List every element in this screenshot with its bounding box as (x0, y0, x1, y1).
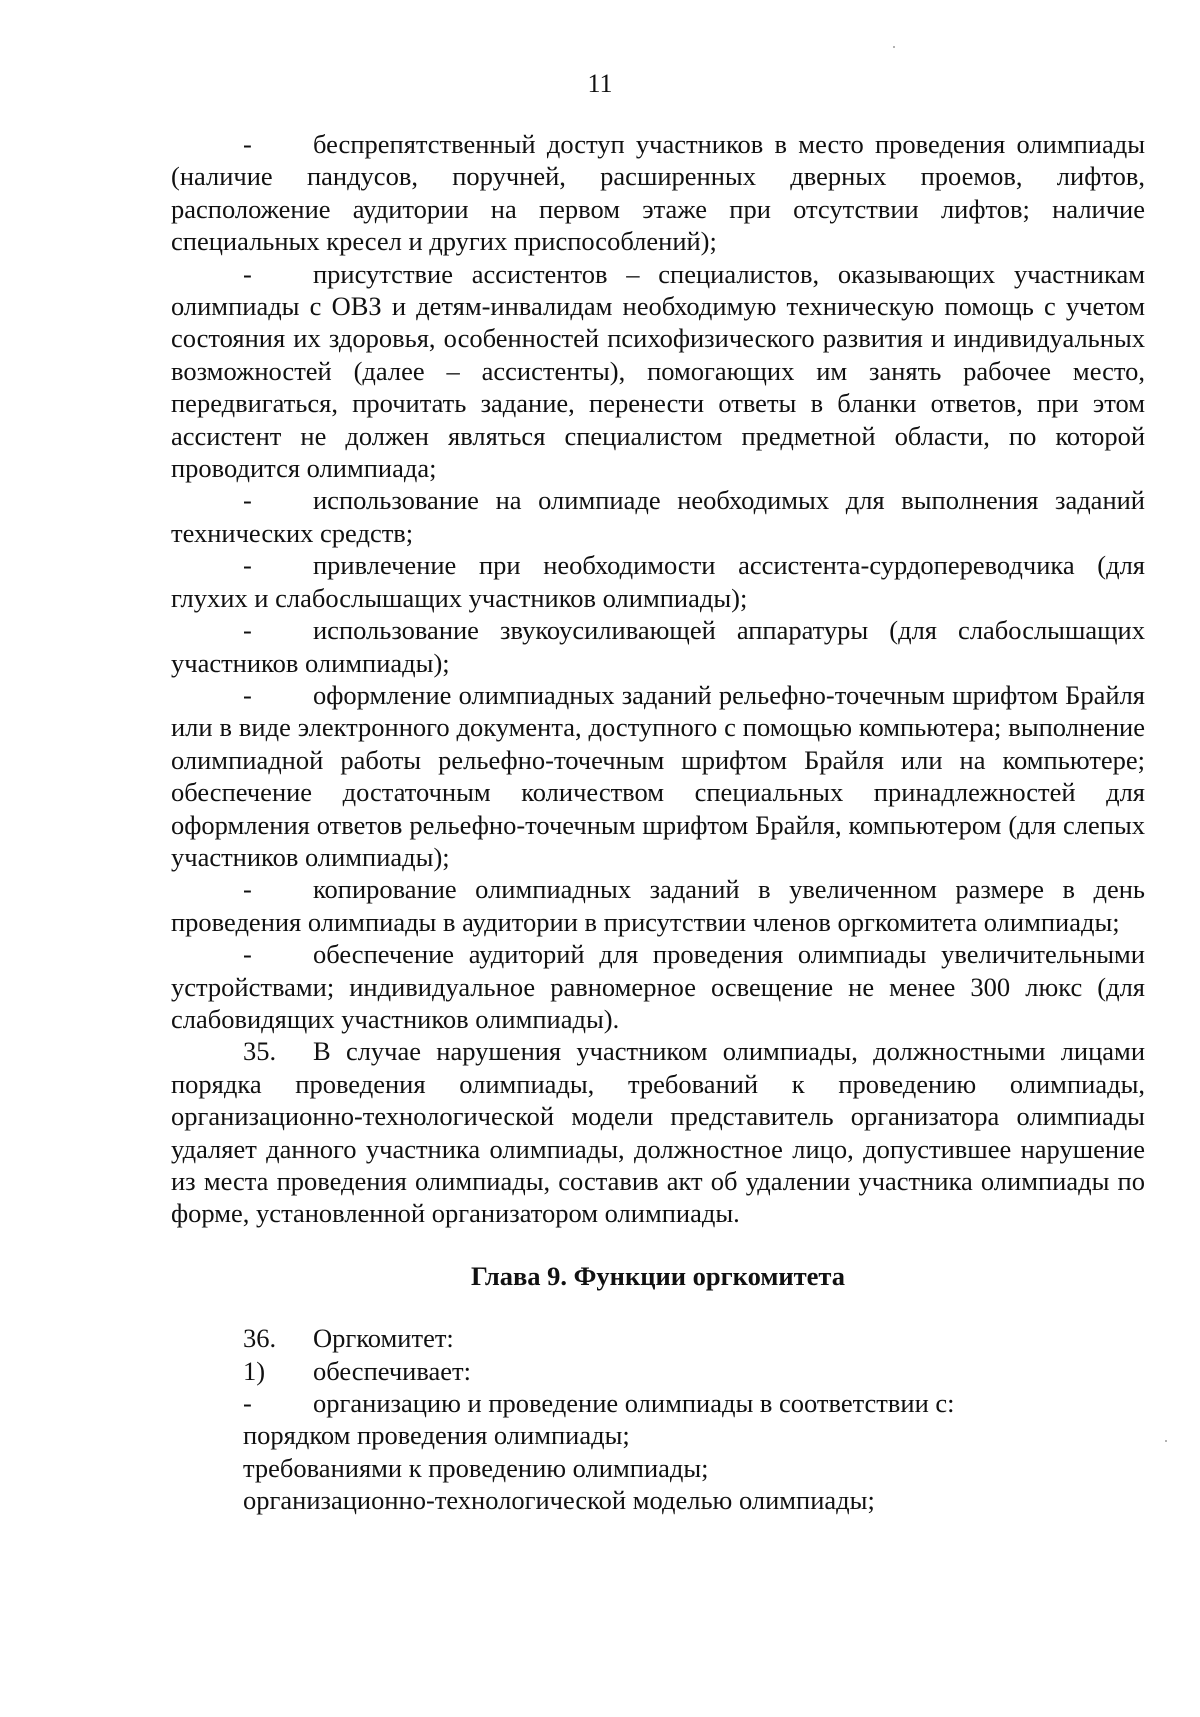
list-item-text: привлечение при необходимости ассистента-сурдопереводчика (для глухих и слабослышащих участников олимпиады); (171, 550, 1145, 613)
document-body (171, 128, 1145, 1517)
page-number: 11 (587, 69, 613, 98)
sub-bullet (171, 1387, 1145, 1419)
sub-list-line: порядком проведения олимпиады; (243, 1420, 630, 1451)
scan-speck (893, 46, 895, 48)
bullet-dash: - (243, 129, 252, 159)
bullet-dash: - (243, 258, 252, 289)
paragraph-35 (171, 1035, 1145, 1229)
list-item-text: обеспечение аудиторий для проведения олимпиады увеличительными устройствами; индивидуальное равномерное освещение не менее 300 люкс (для слабовидящих участников олимпиады). (171, 939, 1145, 1034)
paragraph-text: В случае нарушения участником олимпиады, должностными лицами порядка проведения олимпиады, требований к проведению олимпиады, организационно-технологической модели представитель организатора олимпиады удаляет данного участника олимпиады, должностное лицо, допустившее нарушение из места проведения олимпиады, составив акт об удалении участника олимпиады по форме, установленной организатором олимпиады. (171, 1036, 1145, 1229)
scan-speck (1165, 1440, 1167, 1442)
paragraph-number: 36. (243, 1323, 277, 1354)
list-item (171, 614, 1145, 679)
paragraph-number: 35. (243, 1036, 277, 1067)
list-item-text: использование на олимпиаде необходимых для выполнения заданий технических средств; (171, 485, 1145, 548)
subitem-number: 1) (243, 1355, 266, 1386)
list-item (171, 484, 1145, 549)
chapter-heading: Глава 9. Функции оргкомитета (470, 1260, 846, 1291)
sub-list-line: требованиями к проведению олимпиады; (243, 1452, 709, 1483)
bullet-dash: - (243, 1388, 252, 1419)
list-item (171, 258, 1145, 485)
subitem-text: обеспечивает: (313, 1355, 471, 1386)
list-item-text: оформление олимпиадных заданий рельефно-точечным шрифтом Брайля или в виде электронного документа, доступного с помощью компьютера; выполнение олимпиадной работы рельефно-точечным шрифтом Брайля или на компьютере; обеспечение достаточным количеством специальных принадлежностей для оформления ответов рельефно-точечным шрифтом Брайля, компьютером (для слепых участников олимпиады); (171, 679, 1145, 872)
subitem-1 (171, 1355, 1145, 1387)
list-item (171, 938, 1145, 1035)
bullet-dash: - (243, 679, 252, 710)
bullet-dash: - (243, 615, 252, 646)
list-item-text: присутствие ассистентов – специалистов, оказывающих участникам олимпиады с ОВЗ и детям-инвалидам необходимую техническую помощь с учетом состояния их здоровья, особенностей психофизического развития и индивидуальных возможностей (далее – ассистенты), помогающих им занять рабочее место, передвигаться, прочитать задание, перенести ответы в бланки ответов, при этом ассистент не должен являться специалистом предметной области, по которой проводится олимпиада; (171, 258, 1145, 484)
list-item (171, 549, 1145, 614)
list-item-text: копирование олимпиадных заданий в увеличенном размере в день проведения олимпиады в аудитории в присутствии членов оргкомитета олимпиады; (171, 874, 1145, 937)
paragraph-36 (171, 1322, 1145, 1354)
sub-bullet-text: организацию и проведение олимпиады в соответствии с: (313, 1388, 955, 1419)
bullet-dash: - (243, 939, 252, 970)
list-item-text: беспрепятственный доступ участников в место проведения олимпиады (наличие пандусов, поручней, расширенных дверных проемов, лифтов, расположение аудитории на первом этаже при отсутствии лифтов; наличие специальных кресел и других приспособлений); (171, 129, 1145, 257)
bullet-dash: - (243, 874, 252, 905)
bullet-dash: - (243, 550, 252, 581)
bullet-dash: - (243, 485, 252, 516)
paragraph-text: Оргкомитет: (313, 1323, 454, 1354)
list-item (171, 128, 1145, 258)
list-item (171, 679, 1145, 873)
list-item (171, 873, 1145, 938)
list-item-text: использование звукоусиливающей аппаратуры (для слабослышащих участников олимпиады); (171, 615, 1145, 678)
sub-list-line: организационно-технологической моделью олимпиады; (243, 1485, 875, 1516)
